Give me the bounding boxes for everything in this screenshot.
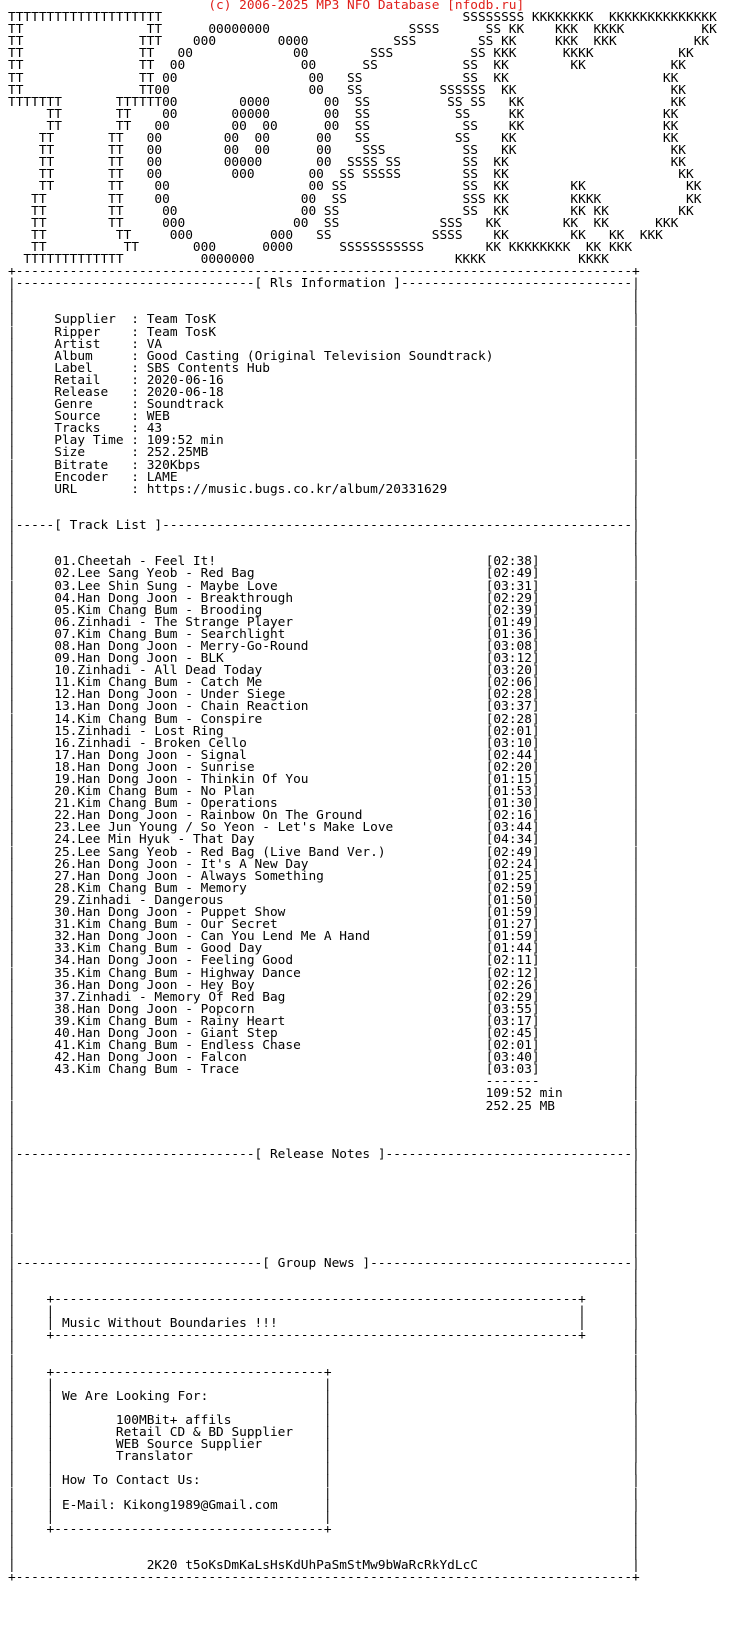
rls-field-label: URL [54,481,78,497]
track-title: 33.Kim Chang Bum - Good Day [54,941,263,957]
track-duration: [03:44] [485,820,540,836]
track-title: 36.Han Dong Joon - Hey Boy [54,977,255,993]
rls-field-value: 320Kbps [146,457,201,473]
track-row: | 14.Kim Chang Bum - Conspire [02:28] | [8,711,640,727]
track-title: 37.Zinhadi - Memory Of Red Bag [54,989,286,1005]
track-row: | 08.Han Dong Joon - Merry-Go-Round [03:08] | [8,638,640,654]
blank-line: | | [8,288,640,304]
rls-field: | Source : WEB | [8,409,640,425]
rls-info-heading-title: [ Rls Information ] [254,276,401,292]
track-row: | 36.Han Dong Joon - Hey Boy [02:26] | [8,977,640,993]
track-title: 43.Kim Chang Bum - Trace [54,1062,240,1078]
track-duration: [02:39] [485,602,540,618]
track-duration: [03:31] [485,578,540,594]
track-row: | 03.Lee Shin Sung - Maybe Love [03:31] | [8,578,640,594]
rls-field-value: Soundtrack [146,397,224,413]
track-duration: [01:44] [485,941,540,957]
rls-field-label: Album [54,348,93,364]
track-title: 02.Lee Sang Yeob - Red Bag [54,566,255,582]
track-title: 10.Zinhadi - All Dead Today [54,663,263,679]
track-title: 27.Han Dong Joon - Always Something [54,868,324,884]
track-duration: [03:55] [485,1001,540,1017]
track-row: | 32.Han Dong Joon - Can You Lend Me A Hand [01:59] | [8,929,640,945]
rls-field-label: Label [54,360,93,376]
contact-box-blank: | | | | [8,1400,640,1416]
track-title: 04.Han Dong Joon - Breakthrough [54,590,294,606]
box-bottom-border: +--------------------------------------------------------------------------------+ [8,1570,640,1586]
rls-field: | Supplier : Team TosK | [8,312,640,328]
track-row: | 17.Han Dong Joon - Signal [02:44] | [8,747,640,763]
blank-line: | | [8,1195,640,1211]
tracklist-heading-title: [ Track List ] [54,518,163,534]
logo-art-row: TT TT 00 00 SS SS KK KK KK [8,179,702,195]
rls-field-label: Bitrate [54,457,109,473]
motto-text: Music Without Boundaries !!! [61,1316,278,1332]
track-title: 07.Kim Chang Bum - Searchlight [54,626,286,642]
track-row: | 11.Kim Chang Bum - Catch Me [02:06] | [8,675,640,691]
track-duration: [01:50] [485,892,540,908]
rls-field-value: SBS Contents Hub [146,360,270,376]
rls-field-value: 2020-06-16 [146,372,224,388]
looking-for-item: | | Translator | | [8,1449,640,1465]
track-row: | 16.Zinhadi - Broken Cello [03:10] | [8,735,640,751]
rls-field-value: VA [146,336,163,352]
track-duration: [02:49] [485,566,540,582]
track-title: 19.Han Dong Joon - Thinkin Of You [54,772,309,787]
track-title: 14.Kim Chang Bum - Conspire [54,711,263,727]
motto-box-top: | +--------------------------------------------------------------------+ | [8,1292,640,1308]
logo-art-row: TT TT 00 00000 00 SSSS SS SS KK KK [8,155,686,171]
total-size: | 252.25 MB | [8,1098,640,1114]
rls-field-value: https://music.bugs.co.kr/album/20331629 [146,481,448,497]
rls-info-heading: |-------------------------------[ Rls Information ]------------------------------| [8,276,640,292]
rls-field: | Retail : 2020-06-16 | [8,372,640,388]
track-row: | 42.Han Dong Joon - Falcon [03:40] | [8,1050,640,1066]
track-duration: [03:08] [485,638,540,654]
track-duration: [02:26] [485,977,540,993]
blank-line: | | [8,1243,640,1259]
track-title: 40.Han Dong Joon - Giant Step [54,1025,278,1041]
track-duration: [04:34] [485,832,540,848]
track-duration: [01:30] [485,796,540,812]
track-duration: [01:49] [485,614,540,630]
contact-box-blank: | | | | [8,1509,640,1525]
track-title: 32.Han Dong Joon - Can You Lend Me A Hand [54,929,371,945]
track-title: 30.Han Dong Joon - Puppet Show [54,905,286,921]
logo-art-row: TT TT 00 000 00 SS SSSSS SS KK KK [8,167,694,183]
contact-email-text: E-Mail: Kikong1989@Gmail.com [61,1497,278,1513]
logo-art-row: TTTTTTTTTTTTT 0000000 KKKK KKKK [8,251,609,267]
track-row: | 24.Lee Min Hyuk - That Day [04:34] | [8,832,640,848]
credit-text: (c) 2006-2025 MP3 NFO Database [nfodb.ru] [208,0,525,13]
track-title: 20.Kim Chang Bum - No Plan [54,784,255,800]
track-row: | 09.Han Dong Joon - BLK [03:12] | [8,651,640,667]
track-title: 31.Kim Chang Bum - Our Secret [54,917,278,933]
track-title: 16.Zinhadi - Broken Cello [54,735,247,751]
track-duration: [02:01] [485,723,540,739]
contact-box-blank: | | | | [8,1485,640,1501]
box-top-border: +--------------------------------------------------------------------------------+ [8,264,640,280]
track-title: 03.Lee Shin Sung - Maybe Love [54,578,278,594]
track-row: | 30.Han Dong Joon - Puppet Show [01:59] | [8,905,640,921]
track-duration: [02:44] [485,747,540,763]
rls-field: | Artist : VA | [8,336,640,352]
rls-field: | Release : 2020-06-18 | [8,385,640,400]
track-row: | 26.Han Dong Joon - It's A New Day [02:24] | [8,856,640,872]
motto-box-blank: | | | | [8,1304,640,1320]
looking-for-item-text: Translator [115,1449,193,1465]
contact-box-blank: | | | | [8,1376,640,1392]
track-row: | 19.Han Dong Joon - Thinkin Of You [01:15] | [8,772,640,787]
logo-art-row: TT TT 00 00 SS SS KK KK [8,70,679,86]
track-duration: [02:28] [485,687,540,703]
track-row: | 15.Zinhadi - Lost Ring [02:01] | [8,723,640,739]
track-row: | 23.Lee Jun Young / So Yeon - Let's Make Love [03:44] | [8,820,640,836]
track-title: 26.Han Dong Joon - It's A New Day [54,856,309,872]
track-title: 25.Lee Sang Yeob - Red Bag (Live Band Ver.) [54,844,386,860]
rls-field: | Bitrate : 320Kbps | [8,457,640,473]
track-title: 42.Han Dong Joon - Falcon [54,1050,247,1066]
contact-box-top: | +-----------------------------------+ | [8,1364,640,1380]
motto-line: | | Music Without Boundaries !!! | | [8,1316,640,1332]
track-row: | 13.Han Dong Joon - Chain Reaction [03:37] | [8,699,640,715]
track-row: | 39.Kim Chang Bum - Rainy Heart [03:17] | [8,1013,640,1029]
blank-line: | | [8,1122,640,1138]
rls-field-value: LAME [146,469,178,485]
rls-field-label: Genre [54,397,93,413]
track-title: 41.Kim Chang Bum - Endless Chase [54,1038,301,1054]
track-title: 29.Zinhadi - Dangerous [54,892,224,908]
track-duration: [02:01] [485,1038,540,1054]
track-row: | 21.Kim Chang Bum - Operations [01:30] | [8,796,640,812]
track-title: 18.Han Dong Joon - Sunrise [54,759,255,775]
track-row: | 04.Han Dong Joon - Breakthrough [02:29] | [8,590,640,606]
track-duration: [03:17] [485,1013,540,1029]
blank-line: | | [8,1340,640,1356]
blank-line: | | [8,1219,640,1235]
rls-field: | Album : Good Casting (Original Television Soundtrack) | [8,348,640,364]
blank-line: | | [8,1546,640,1561]
logo-art-row: TT TT 00 00 SS SS KK KK KK [8,58,686,74]
track-row: | 12.Han Dong Joon - Under Siege [02:28] | [8,687,640,703]
rls-field-label: Retail [54,372,101,388]
track-title: 34.Han Dong Joon - Feeling Good [54,953,294,969]
blank-line: | | [8,1279,640,1295]
track-title: 39.Kim Chang Bum - Rainy Heart [54,1013,286,1029]
contact-email: | | E-Mail: Kikong1989@Gmail.com | | [8,1497,640,1513]
blank-line: | | [8,1159,640,1174]
tracklist-heading: |-----[ Track List ]-------------------------------------------------------------| [8,518,640,534]
blank-line: | | [8,1267,640,1283]
track-title: 05.Kim Chang Bum - Brooding [54,602,263,618]
looking-for-label-text: We Are Looking For: [61,1388,209,1404]
tracklist-separator: | ------- | [8,1074,640,1090]
nfo-document [8,0,717,1584]
total-size-text: 252.25 MB [485,1098,556,1114]
rls-field: | Label : SBS Contents Hub | [8,360,640,376]
track-title: 09.Han Dong Joon - BLK [54,651,224,667]
contact-label: | | How To Contact Us: | | [8,1473,640,1489]
track-duration: [02:29] [485,590,540,606]
release-notes-heading: |-------------------------------[ Release Notes ]--------------------------------| [8,1146,640,1162]
track-row: | 40.Han Dong Joon - Giant Step [02:45] | [8,1025,640,1041]
blank-line: | | [8,1183,640,1199]
track-title: 01.Cheetah - Feel It! [54,554,217,570]
release-notes-heading-title: [ Release Notes ] [254,1146,386,1162]
track-duration: [03:40] [485,1050,540,1066]
rls-field-value: 252.25MB [146,445,209,461]
track-duration: [01:36] [485,626,540,642]
logo-art-row: TT TT 00 00 00 00 SSS SS KK KK [8,143,686,159]
track-duration: [02:24] [485,856,540,872]
looking-for-item-text: 100MBit+ affils [115,1412,232,1428]
track-duration: [02:16] [485,808,540,824]
track-row: | 25.Lee Sang Yeob - Red Bag (Live Band Ver.) [02:49] | [8,844,640,860]
track-row: | 06.Zinhadi - The Strange Player [01:49] | [8,614,640,630]
logo-art-row: TT TT 000 00 SS SSS KK KK KK KKK [8,215,679,231]
track-duration: [02:11] [485,953,540,969]
rls-field-value: Team TosK [146,312,217,328]
track-duration: [02:20] [485,759,540,775]
track-duration: [01:53] [485,784,540,800]
blank-line: | | [8,1207,640,1223]
rls-field-label: Artist [54,336,101,352]
track-duration: [03:20] [485,663,540,679]
track-duration: [01:25] [485,868,540,884]
blank-line: | | [8,1171,640,1187]
track-row: | 01.Cheetah - Feel It! [02:38] | [8,554,640,570]
motto-box-bottom: | +--------------------------------------------------------------------+ | [8,1328,640,1344]
track-title: 35.Kim Chang Bum - Highway Dance [54,965,301,981]
blank-line: | | [8,505,640,521]
logo-art-row: TT TT 00 00 SS SSS KK KKKK KK [8,191,702,207]
group-news-heading-title: [ Group News ] [262,1255,371,1271]
track-row: | 41.Kim Chang Bum - Endless Chase [02:01] | [8,1038,640,1054]
track-title: 28.Kim Chang Bum - Memory [54,880,247,896]
blank-line: | | [8,300,640,316]
looking-for-label: | | We Are Looking For: | | [8,1388,640,1404]
track-row: | 31.Kim Chang Bum - Our Secret [01:27] | [8,917,640,933]
track-duration: [03:12] [485,651,540,667]
track-title: 12.Han Dong Joon - Under Siege [54,687,286,703]
track-row: | 38.Han Dong Joon - Popcorn [03:55] | [8,1001,640,1017]
logo-art-row: TTTTTTT TTTTTT00 0000 00 SS SS SS KK KK [8,94,686,110]
track-title: 15.Zinhadi - Lost Ring [54,723,224,739]
rls-field-value: Good Casting (Original Television Soundtrack) [146,348,494,364]
rls-field-label: Size [54,445,86,461]
track-title: 13.Han Dong Joon - Chain Reaction [54,699,309,715]
track-duration: [02:28] [485,711,540,727]
track-row: | 07.Kim Chang Bum - Searchlight [01:36] | [8,626,640,642]
rls-field-label: Tracks [54,421,101,437]
track-title: 38.Han Dong Joon - Popcorn [54,1001,255,1017]
track-row: | 37.Zinhadi - Memory Of Red Bag [02:29] | [8,989,640,1005]
track-title: 08.Han Dong Joon - Merry-Go-Round [54,638,309,654]
track-row: | 28.Kim Chang Bum - Memory [02:59] | [8,880,640,896]
rls-field-value: 109:52 min [146,433,224,449]
blank-line: | | [8,1352,640,1368]
footer-signature: | 2K20 t5oKsDmKaLsHsKdUhPaSmStMw9bWaRcRkYdLcC | [8,1558,640,1574]
track-title: 21.Kim Chang Bum - Operations [54,796,278,812]
track-title: 23.Lee Jun Young / So Yeon - Let's Make Love [54,820,394,836]
blank-line: | | [8,1110,640,1126]
logo-art-row: TT TTT 000 0000 SSS SS KK KKK KKK KK [8,34,710,50]
track-duration: [01:59] [485,929,540,945]
rls-field: | Genre : Soundtrack | [8,397,640,413]
blank-line: | | [8,493,640,509]
track-duration: [01:59] [485,905,540,921]
track-duration: [03:37] [485,699,540,715]
track-duration: [02:12] [485,965,540,981]
looking-for-item-text: Retail CD & BD Supplier [115,1425,294,1441]
track-duration: [03:10] [485,735,540,751]
rls-field-value: WEB [146,409,170,425]
track-duration: [01:15] [485,772,540,787]
contact-label-text: How To Contact Us: [61,1473,201,1489]
track-row: | 27.Han Dong Joon - Always Something [01:25] | [8,868,640,884]
track-title: 22.Han Dong Joon - Rainbow On The Ground [54,808,363,824]
track-row: | 10.Zinhadi - All Dead Today [03:20] | [8,663,640,679]
track-row: | 22.Han Dong Joon - Rainbow On The Ground [02:16] | [8,808,640,824]
track-row: | 05.Kim Chang Bum - Brooding [02:39] | [8,602,640,618]
rls-field-label: Encoder [54,469,109,485]
looking-for-item: | | WEB Source Supplier | | [8,1437,640,1453]
contact-box-blank: | | | | [8,1461,640,1477]
track-row: | 02.Lee Sang Yeob - Red Bag [02:49] | [8,566,640,582]
track-title: 06.Zinhadi - The Strange Player [54,614,294,630]
track-duration: [02:45] [485,1025,540,1041]
track-duration: [02:49] [485,844,540,860]
tracklist-separator-text: ------- [485,1074,540,1090]
blank-line: | | [8,1134,640,1150]
track-row: | 18.Han Dong Joon - Sunrise [02:20] | [8,759,640,775]
logo-art-row: TT TT00 00 SS SSSSSS KK KK [8,82,686,98]
blank-line: | | [8,530,640,546]
blank-line: | | [8,1231,640,1247]
looking-for-item: | | 100MBit+ affils | | [8,1412,640,1428]
logo-art-row: TT TT 000 0000 SSSSSSSSSSS KK KKKKKKKK KK KKK [8,239,633,255]
rls-field-value: 2020-06-18 [146,385,224,400]
total-time: | 109:52 min | [8,1086,640,1102]
logo-art-row: TT TT 00 00000 00 SS SS KK KK [8,106,679,122]
logo-art-row: TT TT 00000000 SSSS SS KK KKK KKKK KK [8,22,717,38]
track-duration: [02:38] [485,554,540,570]
total-time-text: 109:52 min [485,1086,563,1102]
track-row: | 34.Han Dong Joon - Feeling Good [02:11] | [8,953,640,969]
track-duration: [02:59] [485,880,540,896]
rls-field-label: Ripper [54,324,101,340]
logo-art-row: TT TT 000 000 SS SSSS KK KK KK KKK [8,227,663,243]
contact-box-bottom: | +-----------------------------------+ | [8,1521,640,1537]
rls-field: | Play Time : 109:52 min | [8,433,640,449]
rls-field-label: Source [54,409,101,425]
signature-text: 2K20 t5oKsDmKaLsHsKdUhPaSmStMw9bWaRcRkYdLcC [146,1558,478,1574]
track-title: 11.Kim Chang Bum - Catch Me [54,675,263,691]
group-news-heading: |--------------------------------[ Group News ]----------------------------------| [8,1255,640,1271]
rls-field-label: Release [54,385,109,400]
track-duration: [02:06] [485,675,540,691]
track-title: 24.Lee Min Hyuk - That Day [54,832,255,848]
track-row: | 33.Kim Chang Bum - Good Day [01:44] | [8,941,640,957]
rls-field: | Tracks : 43 | [8,421,640,437]
track-row: | 20.Kim Chang Bum - No Plan [01:53] | [8,784,640,800]
looking-for-item: | | Retail CD & BD Supplier | | [8,1425,640,1441]
logo-art-row: TT TT 00 00 SS SS KK KK KK KK [8,203,694,219]
track-duration: [03:03] [485,1062,540,1078]
rls-field: | Encoder : LAME | [8,469,640,485]
rls-field-label: Supplier [54,312,116,328]
rls-field-label: Play Time [54,433,124,449]
track-row: | 35.Kim Chang Bum - Highway Dance [02:12] | [8,965,640,981]
track-row: | 29.Zinhadi - Dangerous [01:50] | [8,892,640,908]
track-row: | 43.Kim Chang Bum - Trace [03:03] | [8,1062,640,1078]
logo-art-row: TT TT 00 00 00 00 SS SS KK KK [8,131,679,147]
looking-for-item-text: WEB Source Supplier [115,1437,263,1453]
track-duration: [02:29] [485,989,540,1005]
blank-line: | | [8,1533,640,1549]
rls-field-value: Team TosK [146,324,217,340]
logo-art-row: TTTTTTTTTTTTTTTTTTTT SSSSSSSS KKKKKKKK KKKKKKKKKKKKKK [8,10,717,26]
rls-field-value: 43 [146,421,163,437]
rls-field: | Size : 252.25MB | [8,445,640,461]
rls-field: | Ripper : Team TosK | [8,324,640,340]
blank-line: | | [8,542,640,558]
track-duration: [01:27] [485,917,540,933]
rls-field: | URL : https://music.bugs.co.kr/album/20331629 | [8,481,640,497]
logo-art-row: TT TT 00 00 SSS SS KKK KKKK KK [8,46,694,62]
track-title: 17.Han Dong Joon - Signal [54,747,247,763]
logo-art-row: TT TT 00 00 00 00 SS SS KK KK [8,118,679,134]
